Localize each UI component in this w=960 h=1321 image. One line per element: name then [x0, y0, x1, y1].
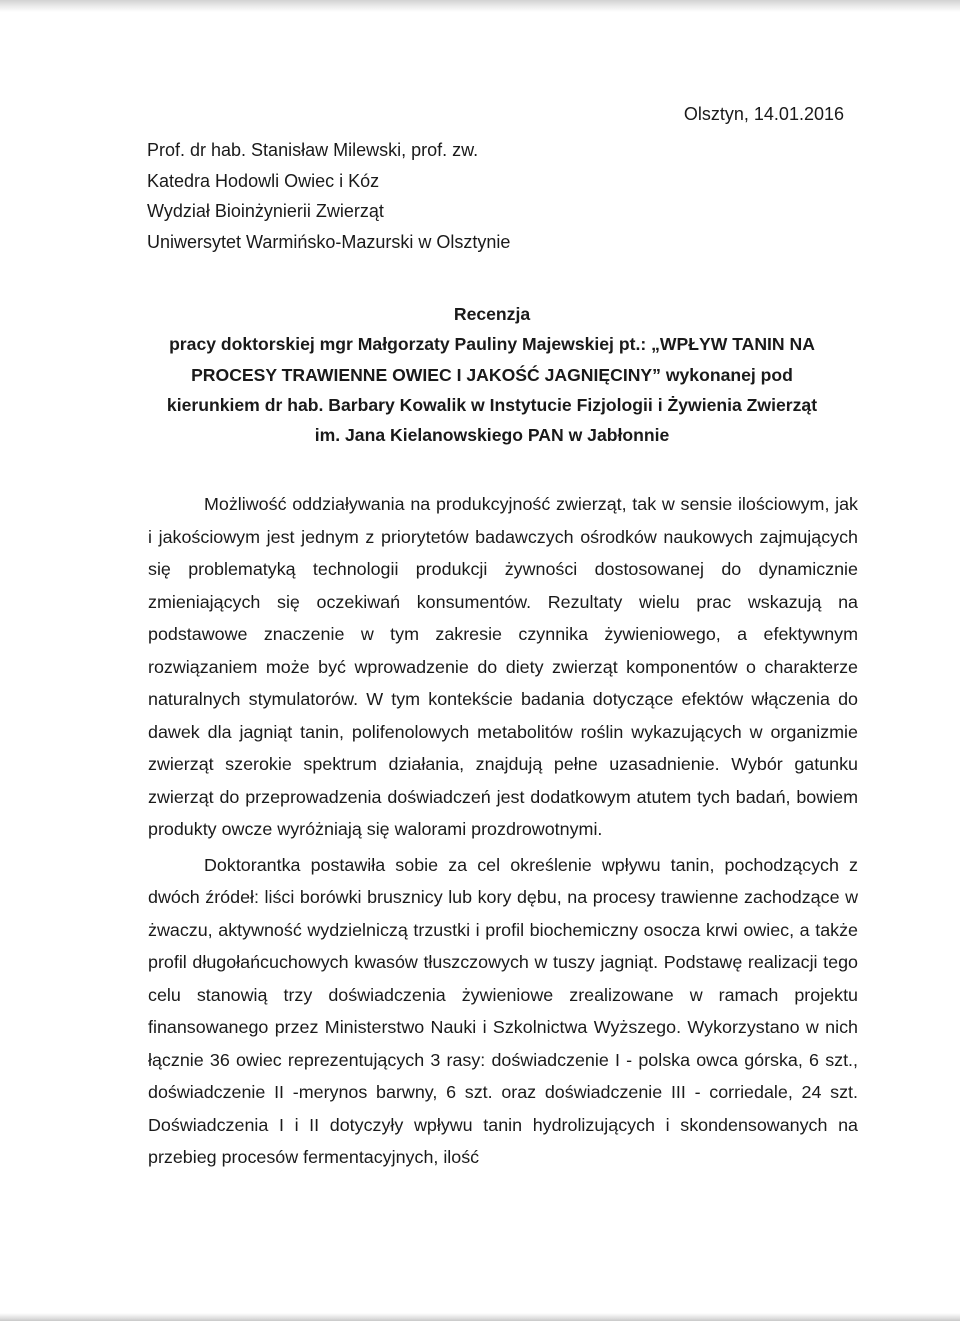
review-subject-line: PROCESY TRAWIENNE OWIEC I JAKOŚĆ JAGNIĘCINY” wykonanej pod: [191, 364, 793, 385]
review-subject-line: pracy doktorskiej mgr Małgorzaty Pauliny Majewskiej pt.: „WPŁYW TANIN NA: [169, 334, 815, 355]
review-body: [148, 488, 858, 1174]
review-heading: Recenzja: [453, 304, 531, 324]
sender-name: Prof. dr hab. Stanisław Milewski, prof. zw.: [147, 140, 479, 160]
sender-department: Katedra Hodowli Owiec i Kóz: [147, 170, 380, 191]
body-paragraph-1: Możliwość oddziaływania na produkcyjność zwierząt, tak w sensie ilościowym, jak i jakościowym jest jednym z priorytetów badawczych ośrodków naukowych zajmujących się problematyką technologii produkcji żywności dostosowanej do dynamicznie zmieniających się oczekiwań konsumentów. Rezultaty wielu prac wskazują na podstawowe znaczenie w tym zakresie czynnika żywieniowego, a efektywnym rozwiązaniem może być wprowadzenie do diety zwierząt komponentów o charakterze naturalnych stymulatorów. W tym kontekście badania dotyczące efektów włączenia do dawek dla jagniąt tanin, polifenolowych metabolitów roślin wykazujących w organizmie zwierząt szerokie spektrum działania, znajdują pełne uzasadnienie. Wybór gatunku zwierząt do przeprowadzenia doświadczeń jest dodatkowym atutem tych badań, bowiem produkty owcze wyróżniają się walorami prozdrowotnymi.: [148, 494, 858, 839]
scan-edge-bottom: [0, 1313, 960, 1321]
sender-faculty: Wydział Bioinżynierii Zwierząt: [147, 201, 384, 221]
sender-university: Uniwersytet Warmińsko-Mazurski w Olsztynie: [147, 231, 511, 252]
place-date: Olsztyn, 14.01.2016: [683, 104, 844, 124]
review-title-block: [140, 299, 844, 450]
body-paragraph-2: Doktorantka postawiła sobie za cel określenie wpływu tanin, pochodzących z dwóch źródeł: liści borówki brusznicy lub kory dębu, na procesy trawienne zachodzące w żwaczu, aktywność wydzielniczą trzustki i profil biochemiczny osocza krwi owiec, a także profil długołańcuchowych kwasów tłuszczowych w tuszy jagniąt. Podstawę realizacji tego celu stanowią trzy doświadczenia żywieniowe zrealizowane w ramach projektu finansowanego przez Ministerstwo Nauki i Szkolnictwa Wyższego. Wykorzystano w nich łącznie 36 owiec reprezentujących 3 rasy: doświadczenie I - polska owca górska, 6 szt., doświadczenie II -merynos barwny, 6 szt. oraz doświadczenie III - corriedale, 24 szt. Doświadczenia I i II dotyczyły wpływu tanin hydrolizujących i skondensowanych na przebieg procesów fermentacyjnych, ilość: [148, 854, 858, 1167]
review-subject-line: kierunkiem dr hab. Barbary Kowalik w Instytucie Fizjologii i Żywienia Zwierząt: [166, 394, 818, 415]
sender-block: [147, 135, 510, 257]
review-subject-line: im. Jana Kielanowskiego PAN w Jabłonnie: [314, 425, 670, 446]
scan-edge-top: [0, 0, 960, 12]
